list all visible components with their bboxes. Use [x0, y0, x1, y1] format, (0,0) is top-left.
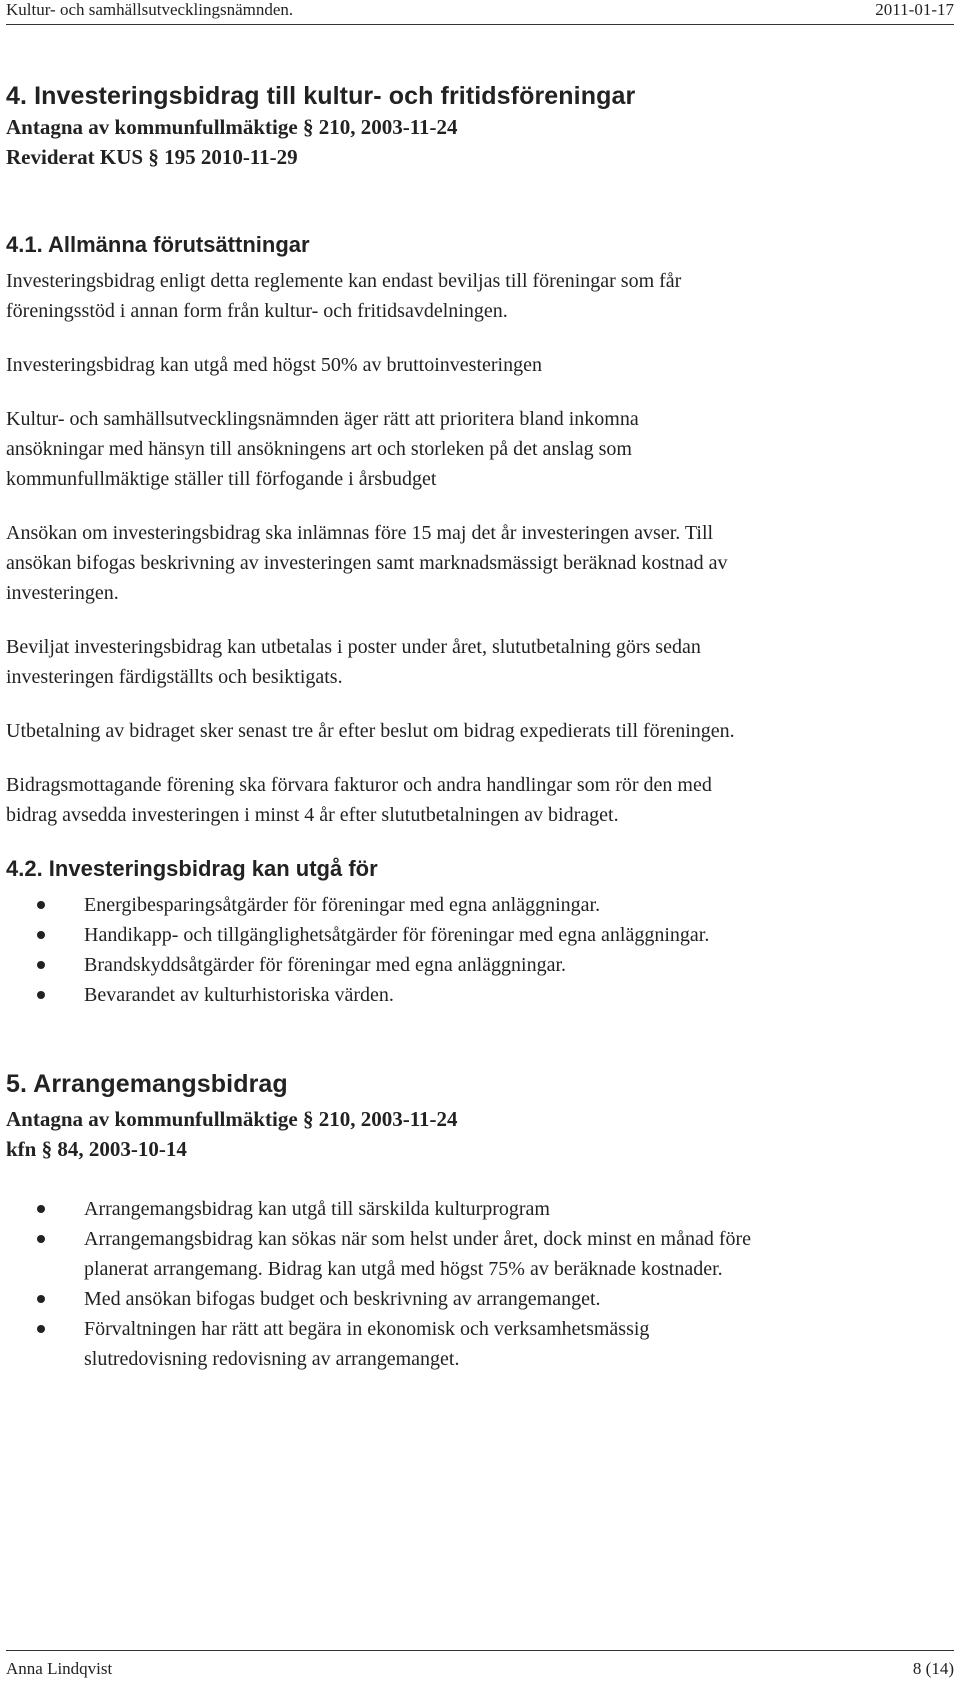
bullet-icon	[37, 1325, 45, 1333]
list-item: Arrangemangsbidrag kan sökas när som helst under året, dock minst en månad före planerat arrangemang. Bidrag kan utgå med högst 75% av beräknade kostnader.	[6, 1224, 954, 1284]
section-4-2-title: 4.2. Investeringsbidrag kan utgå för	[6, 856, 378, 881]
footer-author: Anna Lindqvist	[6, 1659, 113, 1678]
list-item: Handikapp- och tillgänglighetsåtgärder för föreningar med egna anläggningar.	[6, 920, 954, 950]
document-body	[6, 80, 954, 1374]
page-header	[6, 0, 954, 25]
list-item: Bevarandet av kulturhistoriska värden.	[6, 980, 954, 1010]
bullet-icon	[37, 961, 45, 969]
paragraph-priority: Kultur- och samhällsutvecklingsnämnden äger rätt att prioritera bland inkomna ansökningar med hänsyn till ansökningens art och storleken på det anslag som kommunfullmäktige ställer till förfogande i årsbudget	[6, 408, 639, 490]
list-item: Arrangemangsbidrag kan utgå till särskilda kulturprogram	[6, 1194, 954, 1224]
section-4-meta-adopted: Antagna av kommunfullmäktige § 210, 2003-11-24	[6, 115, 458, 139]
paragraph-record-keeping: Bidragsmottagande förening ska förvara fakturor och andra handlingar som rör den med bidrag avsedda investeringen i minst 4 år efter slututbetalningen av bidraget.	[6, 774, 712, 826]
paragraph-application: Ansökan om investeringsbidrag ska inlämnas före 15 maj det år investeringen avser. Till ansökan bifogas beskrivning av investeringen samt marknadsmässigt beräknad kostnad av investeringen.	[6, 522, 728, 604]
list-item: Med ansökan bifogas budget och beskrivning av arrangemanget.	[6, 1284, 954, 1314]
section-4-1-title: 4.1. Allmänna förutsättningar	[6, 232, 310, 257]
list-item: Brandskyddsåtgärder för föreningar med egna anläggningar.	[6, 950, 954, 980]
bullet-icon	[37, 1235, 45, 1243]
footer-page-number: 8 (14)	[912, 1659, 954, 1678]
bullet-icon	[37, 1205, 45, 1213]
header-department: Kultur- och samhällsutvecklingsnämnden.	[6, 0, 294, 19]
bullet-icon	[37, 931, 45, 939]
section-5-title: 5. Arrangemangsbidrag	[6, 1070, 288, 1098]
section-4-title: 4. Investeringsbidrag till kultur- och fritidsföreningar	[6, 82, 636, 110]
page-footer	[6, 1650, 954, 1679]
bullet-icon	[37, 991, 45, 999]
arrangement-rules-list	[6, 1194, 954, 1374]
header-date: 2011-01-17	[875, 0, 954, 19]
paragraph-payment-installments: Beviljat investeringsbidrag kan utbetalas i poster under året, slututbetalning görs sedan investeringen färdigställts och besiktigats.	[6, 636, 701, 688]
eligible-measures-list	[6, 890, 954, 1010]
bullet-icon	[37, 1295, 45, 1303]
section-5-meta-kfn: kfn § 84, 2003-10-14	[6, 1137, 187, 1161]
section-5-meta-adopted: Antagna av kommunfullmäktige § 210, 2003-11-24	[6, 1107, 458, 1131]
list-item: Energibesparingsåtgärder för föreningar med egna anläggningar.	[6, 890, 954, 920]
paragraph-eligibility: Investeringsbidrag enligt detta reglemente kan endast beviljas till föreningar som får föreningsstöd i annan form från kultur- och fritidsavdelningen.	[6, 270, 682, 322]
list-item: Förvaltningen har rätt att begära in ekonomisk och verksamhetsmässig slutredovisning redovisning av arrangemanget.	[6, 1314, 954, 1374]
paragraph-payment-deadline: Utbetalning av bidraget sker senast tre år efter beslut om bidrag expedierats till föreningen.	[6, 720, 735, 742]
bullet-icon	[37, 901, 45, 909]
section-4-meta-revised: Reviderat KUS § 195 2010-11-29	[6, 145, 298, 169]
paragraph-max-share: Investeringsbidrag kan utgå med högst 50% av bruttoinvesteringen	[6, 354, 542, 376]
